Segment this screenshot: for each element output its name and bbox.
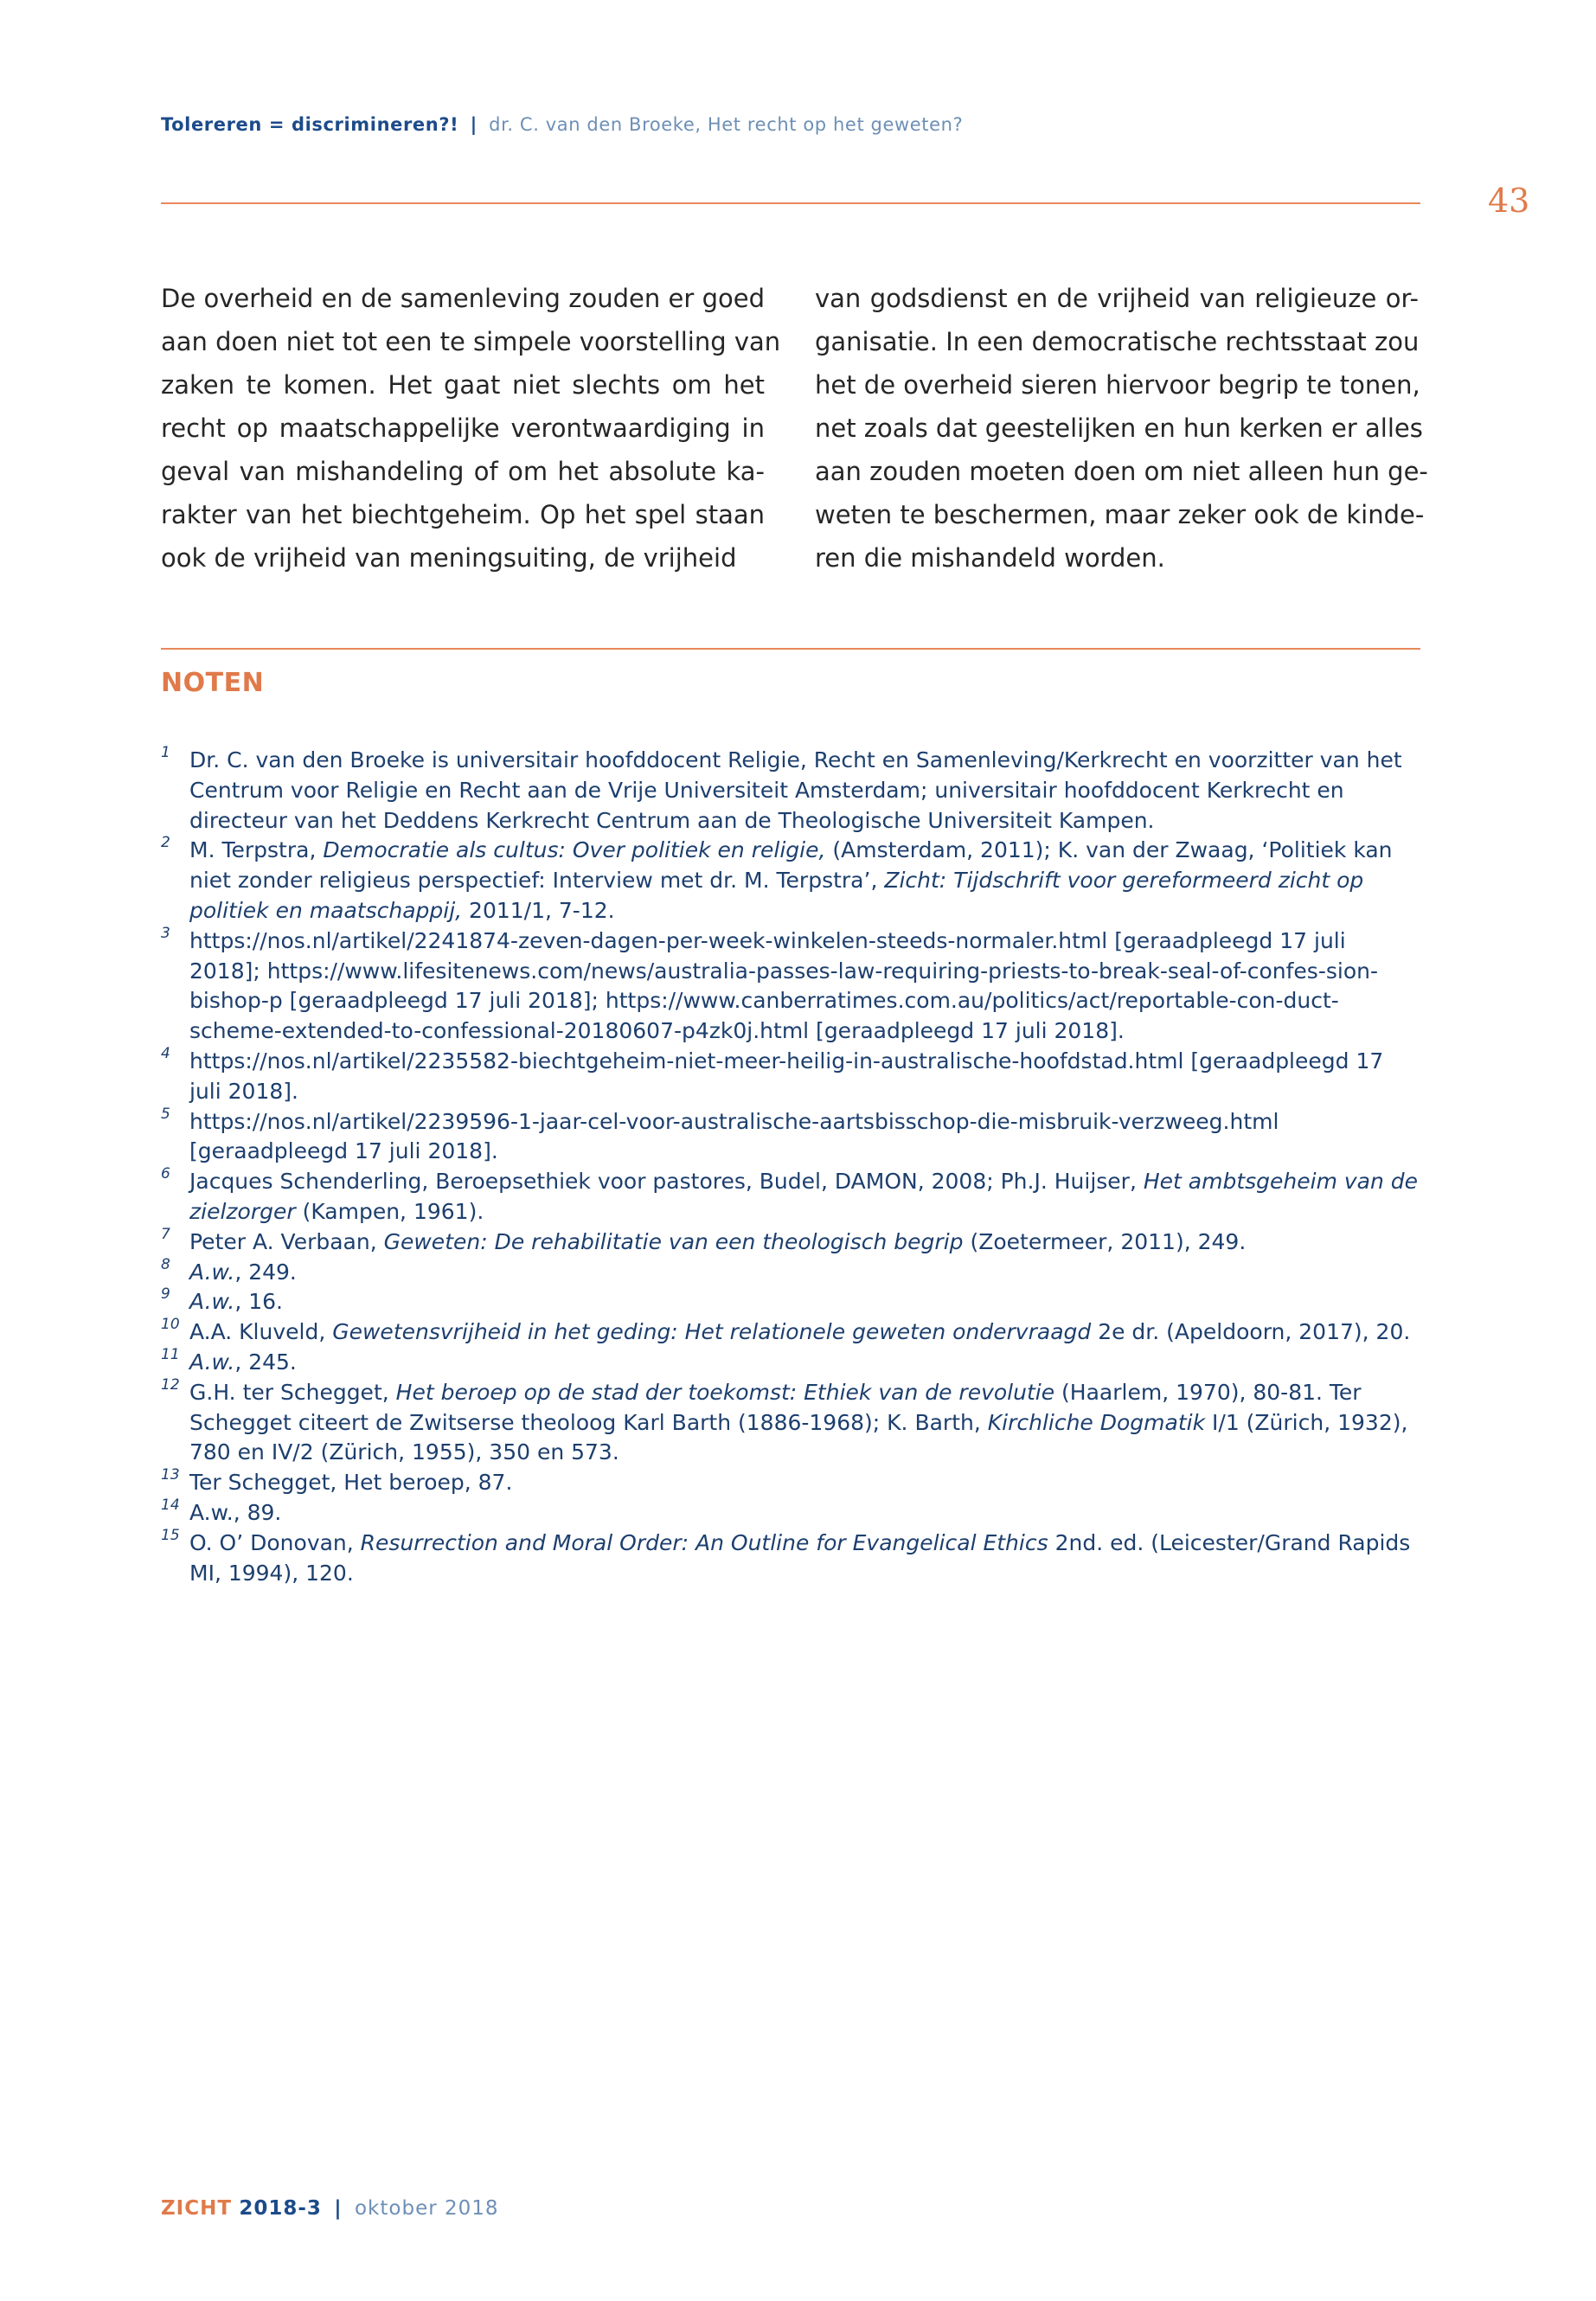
- header-title: Tolereren = discrimineren?!: [161, 114, 459, 135]
- note-text: A.w., 89.: [189, 1499, 282, 1525]
- header-subtitle: dr. C. van den Broeke, Het recht op het geweten?: [489, 114, 964, 135]
- footer-separator: |: [334, 2197, 343, 2220]
- note-text: (Kampen, 1961).: [295, 1198, 484, 1224]
- note-item: [161, 1468, 1420, 1498]
- note-item: [161, 1044, 1420, 1107]
- note-text: Ter Schegget, Het beroep, 87.: [189, 1470, 513, 1496]
- note-number: 4: [161, 1044, 170, 1062]
- footer-issue: 2018-3: [239, 2197, 322, 2220]
- body-line: ren die mishandeld worden.: [815, 543, 1165, 573]
- note-number: 8: [161, 1255, 170, 1273]
- note-text: I/1 (Zürich, 1932), 780 en IV/2 (Zürich, 1955), 350 en 573.: [189, 1409, 1408, 1465]
- page-number: 43: [1488, 182, 1530, 220]
- body-line: net zoals dat geestelijken en hun kerken er alles: [815, 413, 1423, 443]
- header-separator: |: [470, 114, 478, 135]
- note-text: Peter A. Verbaan,: [189, 1228, 384, 1254]
- note-number: 11: [161, 1345, 180, 1363]
- body-line: van godsdienst en de vrijheid van religieuze or-: [815, 284, 1419, 313]
- body-line: rakter van het biechtgeheim. Op het spel staan: [161, 500, 765, 529]
- note-number: 3: [161, 924, 170, 942]
- note-text: Het ambtsgeheim van de zielzorger: [189, 1169, 1419, 1224]
- note-item: [161, 1227, 1420, 1258]
- body-line: recht op maatschappelijke verontwaardiging in: [161, 413, 765, 443]
- note-text: (Zoetermeer, 2011), 249.: [963, 1228, 1247, 1254]
- note-item: [161, 1345, 1420, 1378]
- note-text: , 16.: [234, 1289, 283, 1315]
- note-text: , 249.: [234, 1259, 297, 1285]
- note-text: Kirchliche Dogmatik: [987, 1409, 1206, 1435]
- body-line: De overheid en de samenleving zouden er goed: [161, 284, 765, 313]
- note-text: A.w.: [189, 1349, 235, 1375]
- note-item: [161, 746, 1420, 836]
- footer-date: oktober 2018: [354, 2197, 499, 2220]
- body-line: ook de vrijheid van meningsuiting, de vrijheid: [161, 543, 737, 573]
- note-text: Het beroep op de stad der toekomst: Ethiek van de revolutie: [395, 1379, 1055, 1405]
- note-item: [161, 1107, 1420, 1168]
- note-number: 6: [161, 1165, 170, 1183]
- footer-brand: ZICHT: [161, 2197, 233, 2220]
- note-text: 2011/1, 7-12.: [462, 897, 615, 923]
- note-item: [161, 1167, 1420, 1227]
- note-text: 2e dr. (Apeldoorn, 2017), 20.: [1091, 1319, 1411, 1345]
- note-text: A.w.: [189, 1259, 235, 1285]
- note-number: 7: [161, 1225, 170, 1243]
- body-line: weten te beschermen, maar zeker ook de kinde-: [815, 500, 1425, 529]
- notes-rule: [161, 648, 1420, 650]
- note-text: Dr. C. van den Broeke is universitair hoofddocent Religie, Recht en Samenleving/Kerkrecht en voorzitter van het Centrum voor Religie en Recht aan de Vrije Universiteit Amsterdam; universitair hoofddocent Kerkrecht en directeur van het Deddens Kerkrecht Centrum aan de Theologische Universiteit Kampen.: [189, 747, 1402, 833]
- note-number: 5: [161, 1105, 170, 1123]
- note-number: 1: [161, 744, 170, 761]
- note-text: M. Terpstra,: [189, 837, 324, 863]
- note-text: Geweten: De rehabilitatie van een theologisch begrip: [383, 1228, 964, 1254]
- body-column-right: [815, 277, 1428, 580]
- note-text: A.w.: [189, 1289, 235, 1315]
- body-line: het de overheid sieren hiervoor begrip te tonen,: [815, 370, 1420, 400]
- note-text: O. O’ Donovan,: [189, 1529, 361, 1555]
- note-number: 2: [161, 834, 170, 852]
- note-item: [161, 1317, 1420, 1348]
- note-number: 15: [161, 1526, 180, 1544]
- note-text: Democratie als cultus: Over politiek en religie,: [323, 837, 826, 863]
- note-text: https://nos.nl/artikel/2239596-1-jaar-cel-voor-australische-aartsbisschop-die-misbruik-verzweeg.html [geraadpleegd 17 juli 2018].: [189, 1108, 1279, 1164]
- note-item: [161, 836, 1420, 926]
- note-text: G.H. ter Schegget,: [189, 1379, 396, 1405]
- notes-list: [161, 746, 1420, 1588]
- note-text: Resurrection and Moral Order: An Outline for Evangelical Ethics: [360, 1529, 1048, 1555]
- note-text: (Amsterdam, 2011); K. van der Zwaag, ‘Politiek kan niet zonder religieus perspectief: Interview met dr. M. Terpstra’,: [189, 837, 1393, 894]
- body-line: ganisatie. In een democratische rechtsstaat zou: [815, 327, 1420, 356]
- note-number: 9: [161, 1285, 170, 1304]
- note-number: 14: [161, 1496, 180, 1514]
- note-text: https://nos.nl/artikel/2241874-zeven-dagen-per-week-winkelen-steeds-normaler.html [geraadpleegd 17 juli 2018]; https://www.lifesitenews.com/news/australia-passes-law-requiring-priests-to-break-seal-of-confes-sion-bishop-p [geraadpleegd 17 juli 2018]; https://www.canberratimes.com.au/politics/act/reportable-con-duct-scheme-extended-to-confessional-20180607-p4zk0j.html [geraadpleegd 17 juli 2018].: [189, 927, 1378, 1044]
- running-header: [161, 114, 963, 135]
- note-number: 10: [161, 1316, 180, 1334]
- note-text: Zicht: Tijdschrift voor gereformeerd zicht op politiek en maatschappij,: [189, 868, 1364, 923]
- body-line: zaken te komen. Het gaat niet slechts om het: [161, 370, 765, 400]
- header-rule: [161, 202, 1420, 204]
- body-line: aan doen niet tot een te simpele voorstelling van: [161, 327, 781, 356]
- note-text: https://nos.nl/artikel/2235582-biechtgeheim-niet-meer-heilig-in-australische-hoofdstad.html [geraadpleegd 17 juli 2018].: [189, 1048, 1384, 1104]
- note-text: A.A. Kluveld,: [189, 1319, 333, 1345]
- note-item: [161, 926, 1420, 1047]
- note-number: 13: [161, 1466, 180, 1484]
- body-line: geval van mishandeling of om het absolute ka-: [161, 457, 765, 486]
- note-item: [161, 1526, 1420, 1589]
- note-text: (Haarlem, 1970), 80-81. Ter Schegget citeert de Zwitserse theoloog Karl Barth (1886-1968); K. Barth,: [189, 1379, 1362, 1435]
- note-text: Gewetensvrijheid in het geding: Het relationele geweten ondervraagd: [332, 1319, 1092, 1345]
- note-item: [161, 1287, 1420, 1317]
- note-text: 2nd. ed. (Leicester/Grand Rapids MI, 1994), 120.: [189, 1529, 1411, 1586]
- note-item: [161, 1498, 1420, 1529]
- note-number: 12: [161, 1375, 180, 1394]
- body-column-left: [161, 277, 781, 580]
- body-line: aan zouden moeten doen om niet alleen hun ge-: [815, 457, 1428, 486]
- note-item: [161, 1375, 1420, 1468]
- note-item: [161, 1255, 1420, 1288]
- running-footer: [161, 2197, 499, 2220]
- note-text: Jacques Schenderling, Beroepsethiek voor pastores, Budel, DAMON, 2008; Ph.J. Huijser,: [189, 1169, 1144, 1195]
- note-text: , 245.: [234, 1349, 297, 1375]
- notes-title: NOTEN: [161, 668, 265, 698]
